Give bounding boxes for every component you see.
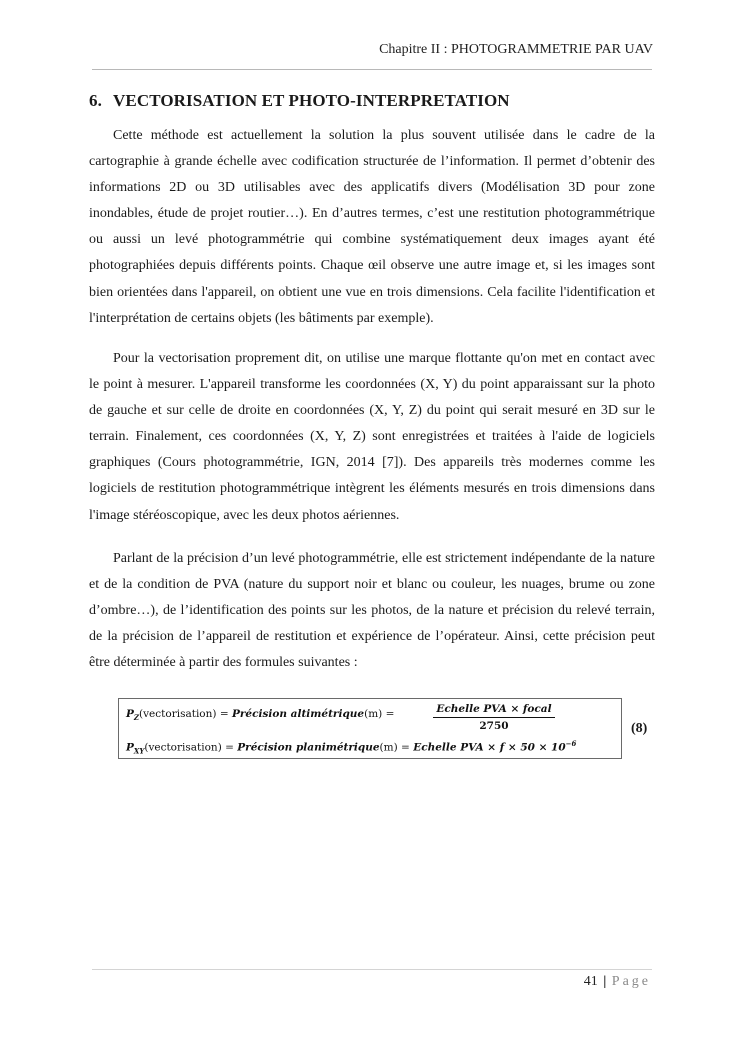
footer-divider <box>92 969 652 970</box>
section-number: 6. <box>89 91 102 110</box>
paragraph-1: Cette méthode est actuellement la solution la plus souvent utilisée dans le cadre de la cartographie à grande échelle avec codification structurée de l’information. Il permet d’obtenir des informations 2D ou 3D utilisables avec des applicatifs divers (Modélisation 3D pour zone inondables, étude de projet routier…). En d’autres termes, c’est une restitution photogrammétrique ou aussi un levé photogrammétrie qui combine systématiquement deux images ayant été photographiées depuis différents points. Chaque œil observe une autre image et, si les images sont bien orientées dans l'appareil, on obtient une vue en trois dimensions. Cela facilite l'identification et l'interprétation de certains objets (les bâtiments par exemple). <box>89 128 655 326</box>
formula-planimetric: $P_{XY}(vectorisation)$ = Précision planimétrique(m) = Echelle PVA × $f \times 50 \times 10^{-6}$ <box>126 739 577 756</box>
section-title: VECTORISATION ET PHOTO-INTERPRETATION <box>113 91 510 110</box>
footer-separator: | <box>603 974 607 989</box>
page-footer <box>584 974 651 990</box>
formula-altimetric: $P_Z(vectorisation)$ = Précision altimétrique(m) = <box>126 708 395 723</box>
paragraph-3: Parlant de la précision d’un levé photogrammétrie, elle est strictement indépendante de la nature et de la condition de PVA (nature du support noir et blanc ou couleur, les nuages, brume ou zone d’ombre…), de l’identification des points sur les photos, de la nature et précision du relevé terrain, de la précision de l’appareil de restitution et expérience de l’opérateur. Ainsi, cette précision peut être déterminée à partir des formules suivantes : <box>89 551 655 671</box>
formula-fraction <box>433 703 555 732</box>
header-divider <box>92 69 652 70</box>
page-number: 41 <box>583 974 598 989</box>
fraction-numerator: Echelle PVA × focal <box>433 703 555 718</box>
section-heading <box>89 91 510 111</box>
fraction-denominator: 2750 <box>479 720 509 732</box>
formula-box <box>118 698 622 759</box>
equation-number: (8) <box>631 721 648 736</box>
page-label: Page <box>611 974 651 989</box>
paragraph-2: Pour la vectorisation proprement dit, on utilise une marque flottante qu'on met en contact avec le point à mesurer. L'appareil transforme les coordonnées (X, Y) du point apparaissant sur la photo de gauche et sur celle de droite en coordonnées (X, Y, Z) du point qui serait mesuré en 3D sur le terrain. Finalement, ces coordonnées (X, Y, Z) sont enregistrées et traitées à l'aide de logiciels graphiques (Cours photogrammétrie, IGN, 2014 [7]). Des appareils très modernes comme les logiciels de restitution photogrammétrique intègrent les éléments mesurés en trois dimensions dans l'image stéréoscopique, avec les deux photos aériennes. <box>89 351 655 523</box>
running-header: Chapitre II : PHOTOGRAMMETRIE PAR UAV <box>379 42 653 57</box>
